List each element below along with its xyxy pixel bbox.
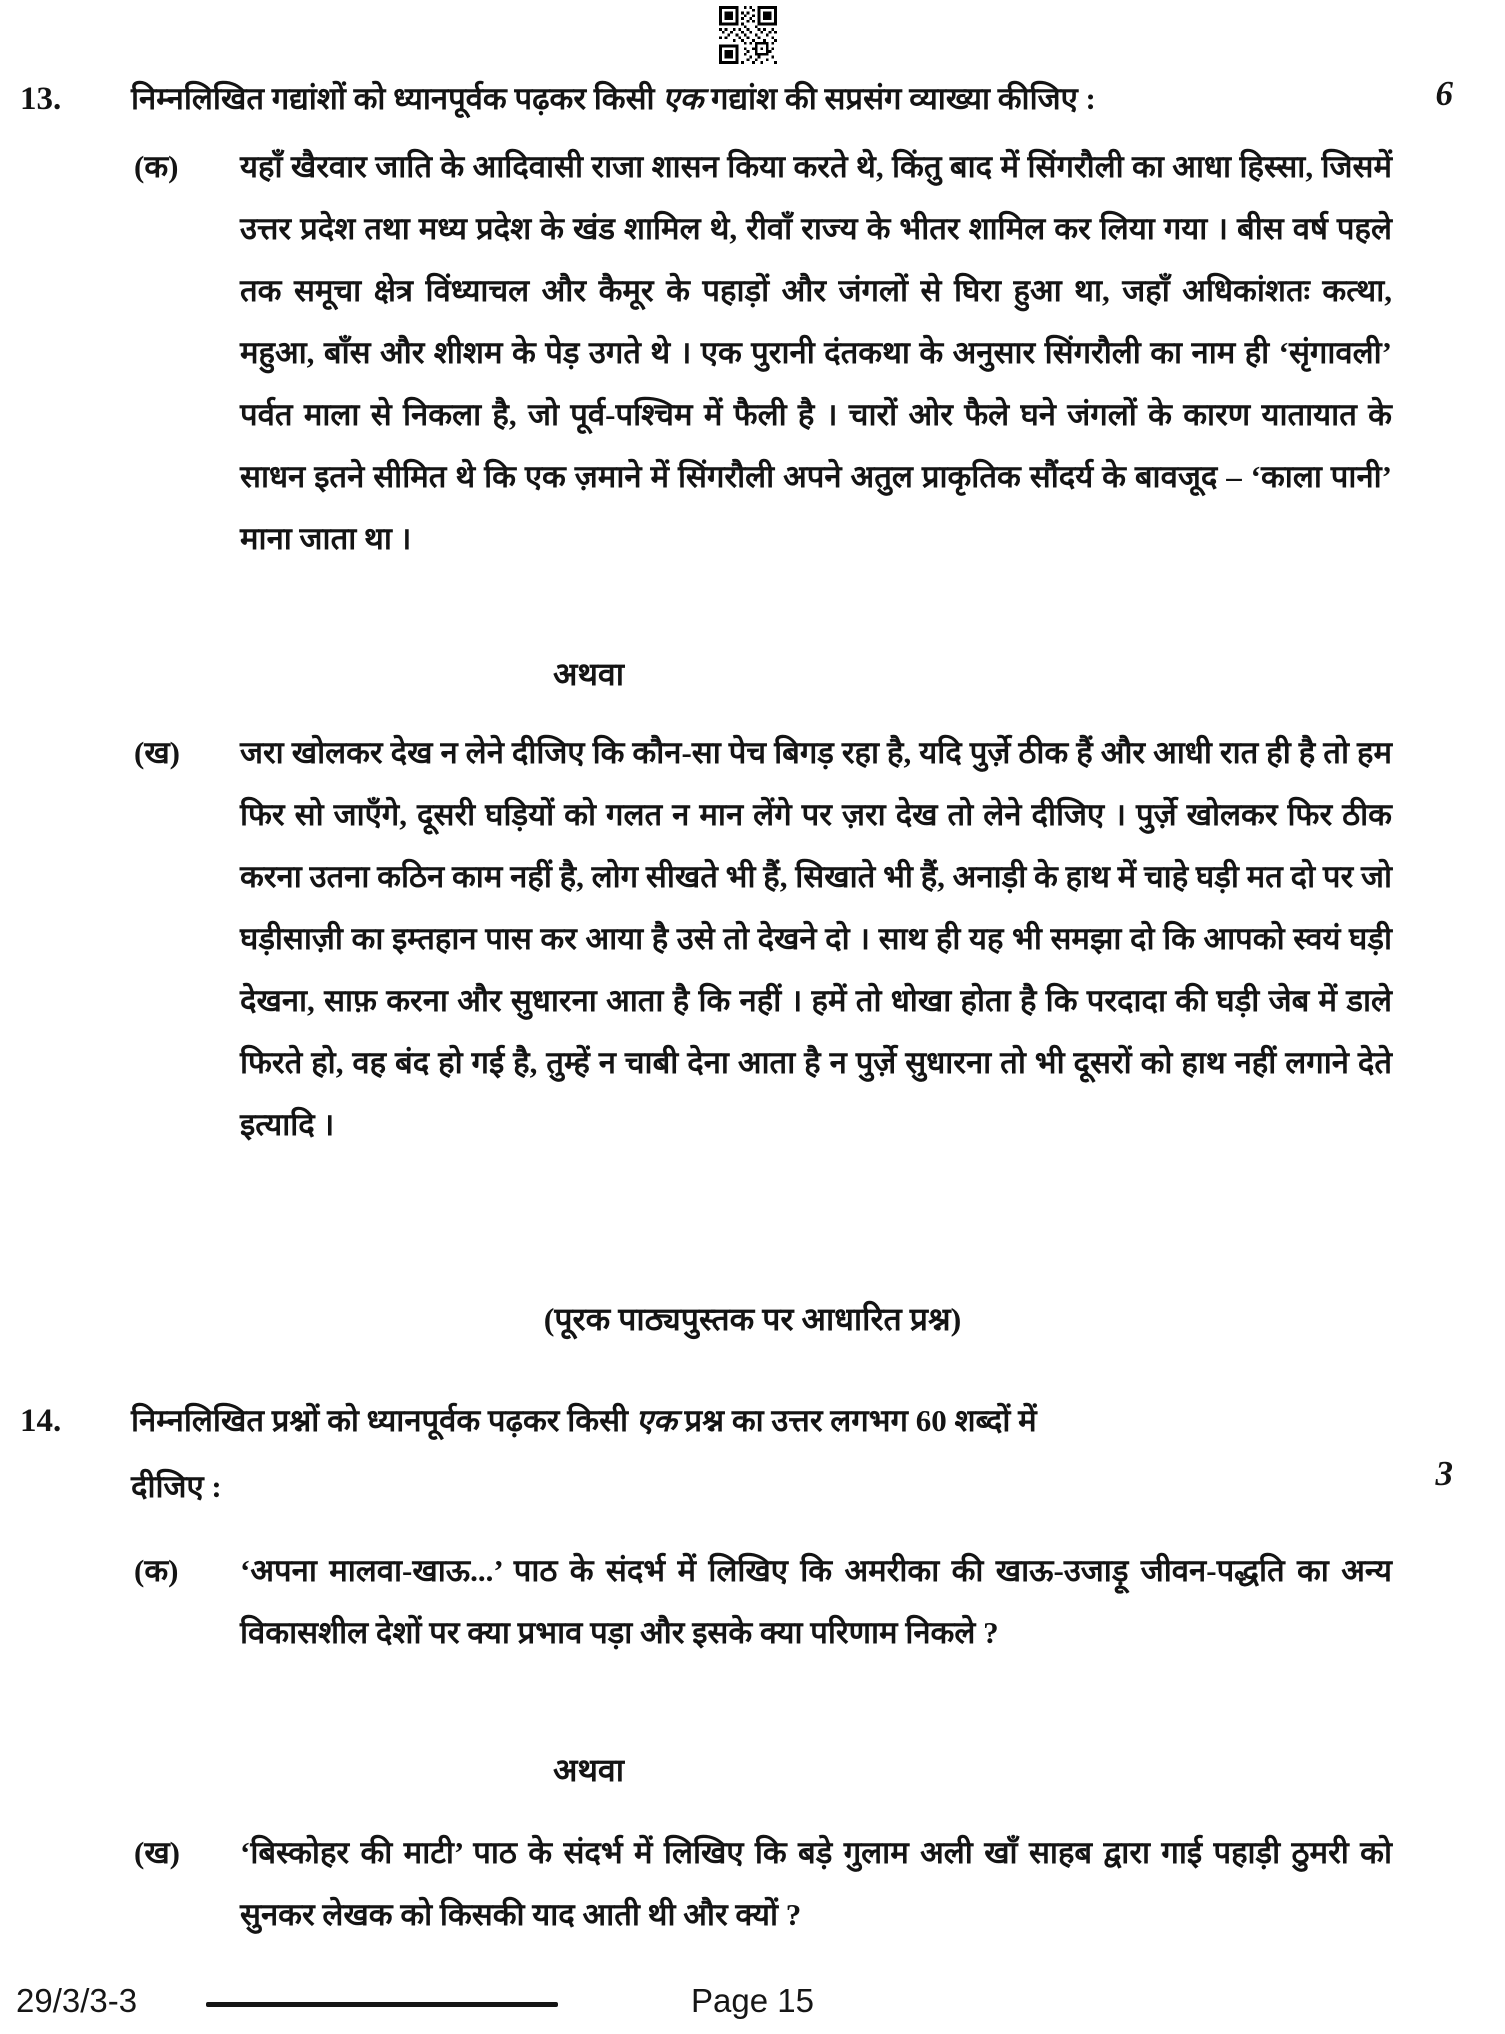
q14-prompt-line2: दीजिए : [131,1469,222,1504]
q14-prompt-after: प्रश्न का उत्तर लगभग 60 शब्दों में [676,1403,1037,1438]
q13-option-a-label: (क) [134,149,179,184]
q14-option-b-text: ‘बिस्कोहर की माटी’ पाठ के संदर्भ में लिखिए कि बड़े गुलाम अली खाँ साहब द्वारा गाई पहाड़ी ठुमरी को सुनकर लेखक को किसकी याद आती थी और क्यों ? [240,1835,1392,1932]
qr-code-icon [716,6,780,64]
q13-prompt [131,66,1385,132]
q13-prompt-emphasis: एक [662,81,704,116]
q14-or-separator: अथवा [553,1752,624,1788]
q13-number: 13. [20,81,62,117]
footer-paper-code: 29/3/3-3 [16,1982,138,2019]
q13-marks: 6 [1435,74,1453,113]
q14-prompt [131,1388,1385,1520]
q13-prompt-before: निम्नलिखित गद्यांशों को ध्यानपूर्वक पढ़कर किसी [131,81,663,116]
q13-option-a-text: यहाँ खैरवार जाति के आदिवासी राजा शासन किया करते थे, किंतु बाद में सिंगरौली का आधा हिस्सा, जिसमें उत्तर प्रदेश तथा मध्य प्रदेश के खंड शामिल थे, रीवाँ राज्य के भीतर शामिल कर लिया गया । बीस वर्ष पहले तक समूचा क्षेत्र विंध्याचल और कैमूर के पहाड़ों और जंगलों से घिरा हुआ था, जहाँ अधिकांशतः कत्था, महुआ, बाँस और शीशम के पेड़ उगते थे । एक पुरानी दंतकथा के अनुसार सिंगरौली का नाम ही ‘सृंगावली’ पर्वत माला से निकला है, जो पूर्व-पश्चिम में फैली है । चारों ओर फैले घने जंगलों के कारण यातायात के साधन इतने सीमित थे कि एक ज़माने में सिंगरौली अपने अतुल प्राकृतिक सौंदर्य के बावजूद – ‘काला पानी’ माना जाता था । [240,149,1392,556]
q13-option-b-text: जरा खोलकर देख न लेने दीजिए कि कौन-सा पेच बिगड़ रहा है, यदि पुर्ज़े ठीक हैं और आधी रात ही है तो हम फिर सो जाएँगे, दूसरी घड़ियों को गलत न मान लेंगे पर ज़रा देख तो लेने दीजिए । पुर्ज़े खोलकर फिर ठीक करना उतना कठिन काम नहीं है, लोग सीखते भी हैं, सिखाते भी हैं, अनाड़ी के हाथ में चाहे घड़ी मत दो पर जो घड़ीसाज़ी का इम्तहान पास कर आया है उसे तो देखने दो । साथ ही यह भी समझा दो कि आपको स्वयं घड़ी देखना, साफ़ करना और सुधारना आता है कि नहीं । हमें तो धोखा होता है कि परदादा की घड़ी जेब में डाले फिरते हो, वह बंद हो गई है, तुम्हें न चाबी देना आता है न पुर्ज़े सुधारना तो भी दूसरों को हाथ नहीं लगाने देते इत्यादि । [240,735,1392,1142]
section-heading: (पूरक पाठ्यपुस्तक पर आधारित प्रश्न) [543,1301,962,1337]
q14-prompt-emphasis: एक [635,1403,677,1438]
q14-number: 14. [20,1403,62,1439]
footer-page-number: Page 15 [691,1982,814,2019]
q14-marks: 3 [1435,1454,1453,1493]
q13-option-b-label: (ख) [134,735,181,770]
q13-or-separator: अथवा [553,656,624,692]
q13-prompt-after: गद्यांश की सप्रसंग व्याख्या कीजिए : [703,81,1096,116]
q14-option-a-label: (क) [134,1553,179,1588]
q14-option-b-label: (ख) [134,1835,181,1870]
q14-option-a-text: ‘अपना मालवा-खाऊ...’ पाठ के संदर्भ में लिखिए कि अमरीका की खाऊ-उजाड़ू जीवन-पद्धति का अन्य विकासशील देशों पर क्या प्रभाव पड़ा और इसके क्या परिणाम निकले ? [240,1553,1392,1650]
q14-prompt-before: निम्नलिखित प्रश्नों को ध्यानपूर्वक पढ़कर किसी [131,1403,636,1438]
